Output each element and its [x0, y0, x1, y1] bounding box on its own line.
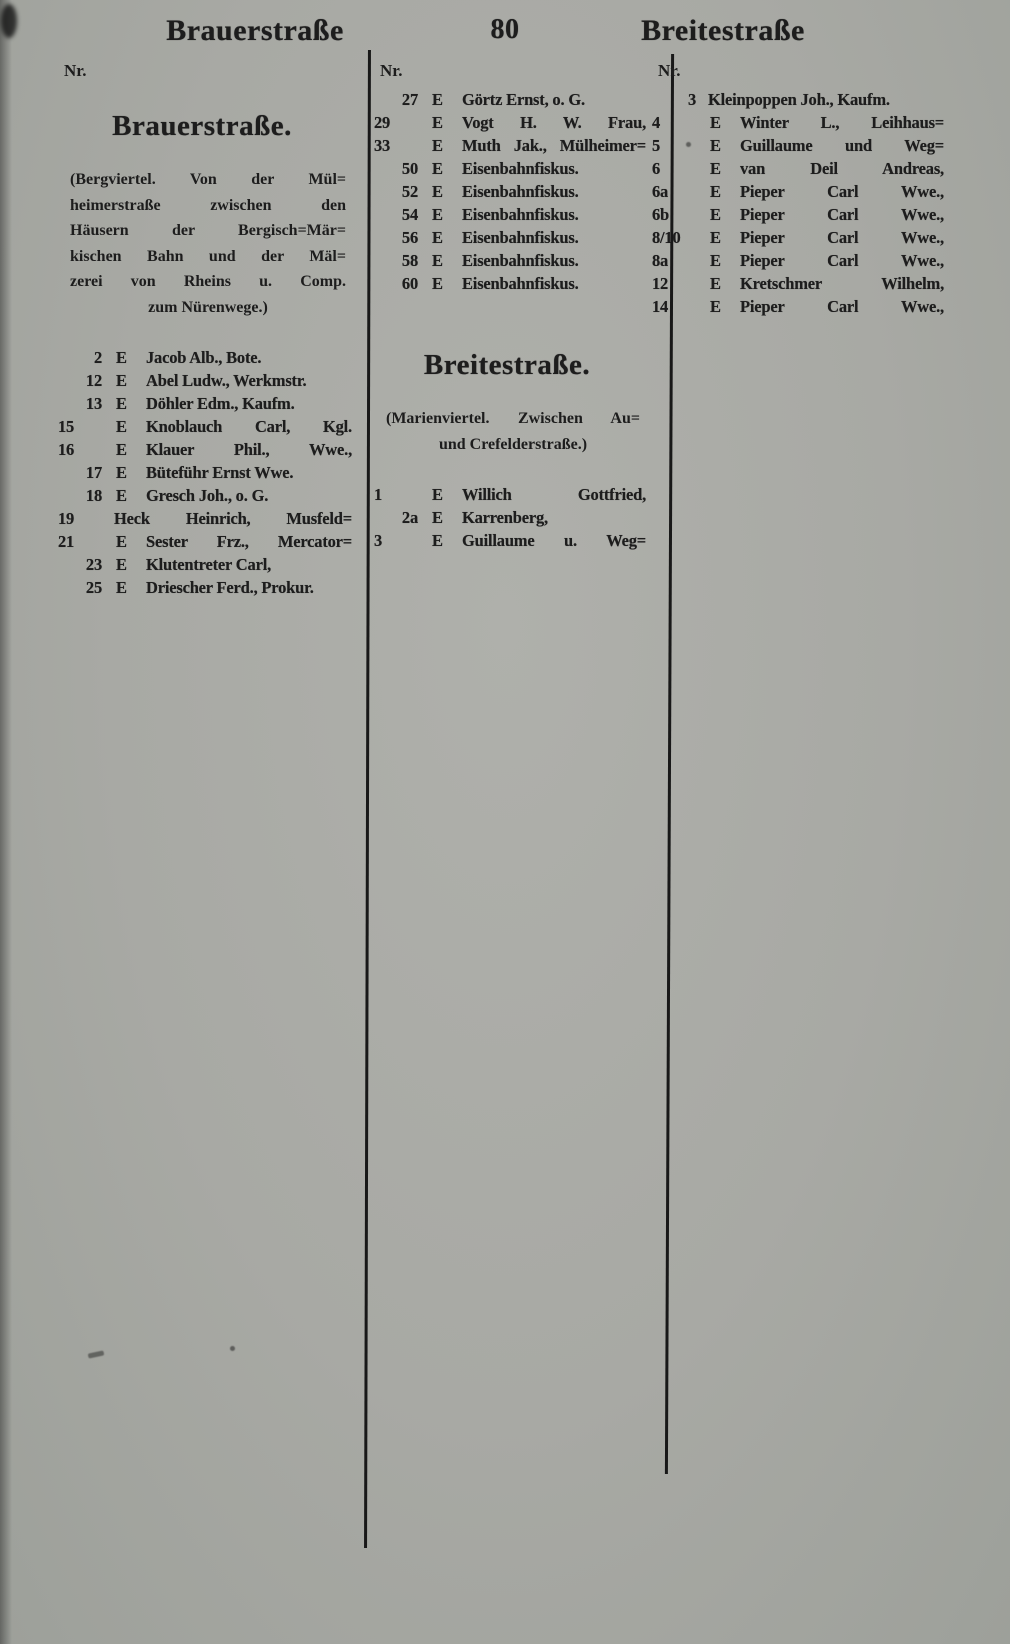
house-number: 14	[652, 297, 669, 316]
owner-marker: E	[116, 486, 127, 505]
scan-artifact	[1, 4, 17, 38]
owner-marker: E	[432, 182, 443, 201]
directory-line: 60 E Eisenbahnfiskus.	[374, 272, 646, 295]
house-number: 54	[401, 205, 418, 224]
house-number: 21	[58, 532, 75, 551]
street-description-line: Häusern der Bergisch=Mär=	[70, 222, 346, 239]
owner-marker: E	[432, 251, 443, 270]
house-number: 3	[687, 90, 696, 109]
column-divider	[364, 50, 371, 1548]
owner-marker: E	[116, 394, 127, 413]
owner-marker: E	[710, 228, 721, 247]
directory-entry	[58, 484, 352, 507]
directory-line: 1 E Willich Gottfried,	[374, 485, 646, 504]
house-number: 2a	[401, 508, 418, 527]
owner-marker: E	[710, 136, 721, 155]
owner-marker: E	[710, 113, 721, 132]
owner-marker: E	[116, 440, 127, 459]
directory-line: 50 E Eisenbahnfiskus.	[374, 157, 646, 180]
house-number: 2	[93, 348, 102, 367]
owner-marker: E	[116, 417, 127, 436]
directory-entry	[58, 415, 352, 438]
directory-line: 12 E Abel Ludw., Werkmstr.	[58, 369, 352, 392]
scan-artifact	[230, 1346, 235, 1351]
directory-line: 2a E Karrenberg,	[374, 506, 646, 529]
street-heading: Brauerstraße.	[112, 110, 292, 142]
directory-line: 3 Kleinpoppen Joh., Kaufm.	[652, 88, 944, 111]
nr-column-label: Nr.	[380, 61, 403, 80]
directory-line: 6 E van Deil Andreas,	[652, 159, 944, 178]
house-number: 12	[652, 274, 669, 293]
directory-line: 21 E Sester Frz., Mercator=	[58, 532, 352, 551]
directory-entry	[374, 111, 646, 134]
house-number: 5	[652, 136, 661, 155]
directory-entry	[652, 226, 944, 249]
nr-column-label: Nr.	[64, 61, 87, 80]
house-number: 29	[374, 113, 391, 132]
scan-artifact	[88, 1350, 105, 1358]
directory-entry	[58, 507, 352, 530]
house-number: 6a	[652, 182, 669, 201]
directory-line: 8a E Pieper Carl Wwe.,	[652, 251, 944, 270]
directory-entry	[58, 392, 352, 415]
directory-entry	[374, 157, 646, 180]
directory-entry	[374, 529, 646, 552]
directory-entry	[58, 576, 352, 599]
owner-marker: E	[116, 463, 127, 482]
directory-entry	[652, 157, 944, 180]
owner-marker: E	[116, 348, 127, 367]
house-number: 17	[85, 463, 102, 482]
directory-line: 2 E Jacob Alb., Bote.	[58, 346, 352, 369]
street-description-line: (Marienviertel. Zwischen Au=	[386, 410, 640, 427]
house-number: 33	[374, 136, 391, 155]
directory-line: 15 E Knoblauch Carl, Kgl.	[58, 417, 352, 436]
house-number: 6b	[652, 205, 670, 224]
directory-line: 33 E Muth Jak., Mülheimer=	[374, 136, 646, 155]
directory-entry	[374, 134, 646, 157]
directory-entry	[652, 88, 944, 111]
owner-marker: E	[710, 297, 721, 316]
directory-entry	[652, 272, 944, 295]
owner-marker: E	[432, 508, 443, 527]
directory-line: 6a E Pieper Carl Wwe.,	[652, 182, 944, 201]
scan-edge-shadow	[0, 0, 12, 1644]
directory-line: 56 E Eisenbahnfiskus.	[374, 226, 646, 249]
owner-marker: E	[116, 532, 127, 551]
directory-entry	[652, 295, 944, 318]
directory-line: 18 E Gresch Joh., o. G.	[58, 484, 352, 507]
owner-marker: E	[710, 182, 721, 201]
owner-marker: E	[432, 136, 443, 155]
owner-marker: E	[432, 228, 443, 247]
directory-entry	[374, 272, 646, 295]
owner-marker: E	[432, 531, 443, 550]
house-number: 1	[374, 485, 383, 504]
house-number: 23	[85, 555, 102, 574]
owner-marker: E	[432, 205, 443, 224]
house-number: 16	[58, 440, 75, 459]
directory-line: 8/10 E Pieper Carl Wwe.,	[652, 228, 944, 247]
owner-marker: E	[432, 485, 443, 504]
directory-column-3	[652, 58, 944, 318]
directory-entry	[652, 180, 944, 203]
house-number: 8a	[652, 251, 669, 270]
directory-entry	[652, 111, 944, 134]
running-head-street-right: Breitestraße	[641, 14, 805, 47]
house-number: 60	[401, 274, 418, 293]
directory-entry	[374, 506, 646, 529]
directory-entry	[58, 461, 352, 484]
directory-entry	[374, 226, 646, 249]
directory-entry	[58, 530, 352, 553]
house-number: 3	[374, 531, 383, 550]
directory-entry	[652, 249, 944, 272]
house-number: 6	[652, 159, 661, 178]
owner-marker: E	[432, 274, 443, 293]
directory-entry	[374, 483, 646, 506]
street-description-line: (Bergviertel. Von der Mül=	[70, 171, 346, 188]
house-number: 12	[85, 371, 102, 390]
owner-marker: E	[710, 159, 721, 178]
owner-marker: E	[710, 274, 721, 293]
directory-entry	[58, 346, 352, 369]
house-number: 8/10	[652, 228, 681, 247]
house-number: 56	[401, 228, 418, 247]
street-description-line: und Crefelderstraße.)	[438, 435, 588, 453]
house-number: 58	[401, 251, 418, 270]
directory-line: 6b E Pieper Carl Wwe.,	[652, 205, 944, 224]
owner-marker: E	[432, 113, 443, 132]
house-number: 25	[85, 578, 102, 597]
directory-line: 25 E Driescher Ferd., Prokur.	[58, 576, 352, 599]
street-description-line: kischen Bahn und der Mäl=	[70, 247, 346, 265]
street-description-line: zum Nürenwege.)	[148, 298, 268, 316]
directory-entry	[58, 553, 352, 576]
directory-entry	[374, 88, 646, 111]
directory-line: 58 E Eisenbahnfiskus.	[374, 249, 646, 272]
directory-line: 3 E Guillaume u. Weg=	[374, 531, 646, 550]
directory-entry	[58, 369, 352, 392]
directory-line: 16 E Klauer Phil., Wwe.,	[58, 440, 352, 459]
house-number: 50	[401, 159, 418, 178]
street-description	[386, 406, 640, 457]
directory-entry	[58, 438, 352, 461]
directory-column-2	[374, 58, 646, 552]
house-number: 52	[401, 182, 418, 201]
directory-line: 23 E Klutentreter Carl,	[58, 553, 352, 576]
directory-line: 29 E Vogt H. W. Frau,	[374, 113, 646, 132]
owner-marker: E	[116, 578, 127, 597]
directory-entry	[652, 134, 944, 157]
street-description-line: heimerstraße zwischen den	[70, 196, 346, 214]
owner-marker: E	[710, 205, 721, 224]
owner-marker: E	[432, 159, 443, 178]
directory-line: 12 E Kretschmer Wilhelm,	[652, 274, 944, 293]
directory-line: 19 Heck Heinrich, Musfeld=	[58, 509, 352, 528]
street-heading: Breitestraße.	[423, 349, 591, 381]
directory-line: 13 E Döhler Edm., Kaufm.	[58, 392, 352, 415]
nr-column-label: Nr.	[658, 61, 681, 80]
directory-line: 4 E Winter L., Leihhaus=	[652, 113, 944, 132]
house-number: 19	[58, 509, 75, 528]
directory-line: 52 E Eisenbahnfiskus.	[374, 180, 646, 203]
house-number: 18	[85, 486, 102, 505]
owner-marker: E	[710, 251, 721, 270]
page-number: 80	[490, 14, 520, 45]
directory-entry	[374, 249, 646, 272]
street-description	[70, 167, 346, 320]
directory-line: 27 E Görtz Ernst, o. G.	[374, 88, 646, 111]
directory-line: 14 E Pieper Carl Wwe.,	[652, 297, 944, 316]
directory-entry	[374, 180, 646, 203]
directory-line: 5 E Guillaume und Weg=	[652, 136, 944, 155]
house-number: 27	[401, 90, 418, 109]
running-head-street-left: Brauerstraße	[166, 14, 344, 47]
owner-marker: E	[116, 555, 127, 574]
directory-line: 17 E Büteführ Ernst Wwe.	[58, 461, 352, 484]
directory-line: 54 E Eisenbahnfiskus.	[374, 203, 646, 226]
house-number: 13	[85, 394, 102, 413]
directory-entry	[374, 203, 646, 226]
owner-marker: E	[116, 371, 127, 390]
owner-marker: E	[432, 90, 443, 109]
house-number: 4	[652, 113, 661, 132]
street-description-line: zerei von Rheins u. Comp.	[70, 273, 346, 290]
house-number: 15	[58, 417, 75, 436]
directory-entry	[652, 203, 944, 226]
directory-column-1	[58, 58, 352, 599]
